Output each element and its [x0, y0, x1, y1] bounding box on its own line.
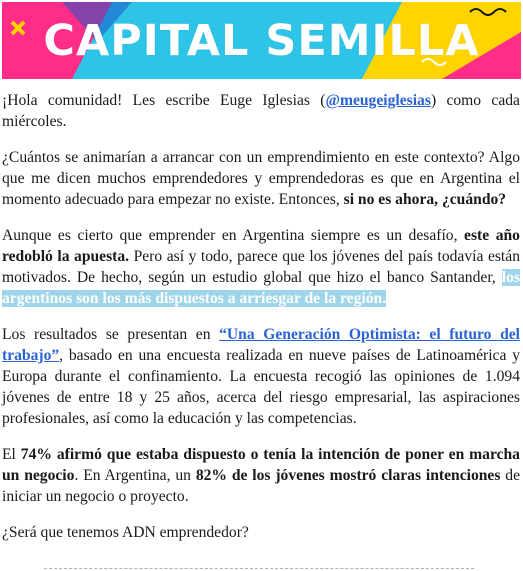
- paragraph-closing: [2, 522, 520, 543]
- stats-bold-1: 74% afirmó que estaba dispuesto o tenía la intención de poner en marcha un negocio: [2, 446, 520, 484]
- report-link[interactable]: “Una Generación Optimista: el futuro del trabajo”: [2, 326, 520, 364]
- greeting-text-end: ) como cada miércoles.: [2, 92, 520, 130]
- banner-title: CAPITAL SEMILLA: [43, 16, 480, 66]
- question-text: ¿Cuántos se animarían a arrancar con un emprendimiento en este contexto? Algo que me dicen muchos emprendedores y emprendedoras es que en Argentina el momento adecuado para empezar no existe. Entonces,: [2, 149, 520, 208]
- paragraph-study: [2, 225, 520, 309]
- paragraph-greeting: [2, 90, 520, 132]
- newsletter-body: [2, 90, 520, 558]
- closing-question: ¿Será que tenemos ADN emprendedor?: [2, 524, 249, 541]
- question-bold: si no es ahora, ¿cuándo?: [343, 191, 507, 208]
- stats-text-2: . En Argentina, un: [74, 467, 196, 484]
- stats-bold-2: 82% de los jóvenes mostró claras intenciones: [195, 467, 501, 484]
- section-divider: [44, 568, 474, 569]
- greeting-text: ¡Hola comunidad! Les escribe Euge Iglesias (: [2, 92, 326, 109]
- results-text-2: , basado en una encuesta realizada en nueve países de Latinoamérica y Europa durante el confinamiento. La encuesta recogió las opiniones de 1.094 jóvenes de entre 18 y 25 años, acerca del riesgo empresarial, las aspiraciones profesionales, así como la educación y las competencias.: [2, 347, 520, 427]
- stats-text-3: de iniciar un negocio o proyecto.: [2, 467, 520, 505]
- study-bold: este año redobló la apuesta.: [2, 227, 520, 265]
- stats-text: El: [2, 446, 21, 463]
- highlighted-text: los argentinos son los más dispuestos a arriesgar de la región.: [2, 269, 520, 307]
- paragraph-stats: [2, 444, 520, 507]
- header-banner: [2, 2, 521, 79]
- study-text: Aunque es cierto que emprender en Argentina siempre es un desafío,: [2, 227, 465, 244]
- paragraph-question: [2, 147, 520, 210]
- results-text: Los resultados se presentan en: [2, 326, 220, 343]
- paragraph-results: [2, 324, 520, 429]
- twitter-handle-link[interactable]: @meugeiglesias: [325, 92, 431, 109]
- study-text-2: Pero así y todo, parece que los jóvenes del país todavía están motivados. De hecho, según un estudio global que hizo el banco Santander,: [2, 248, 520, 286]
